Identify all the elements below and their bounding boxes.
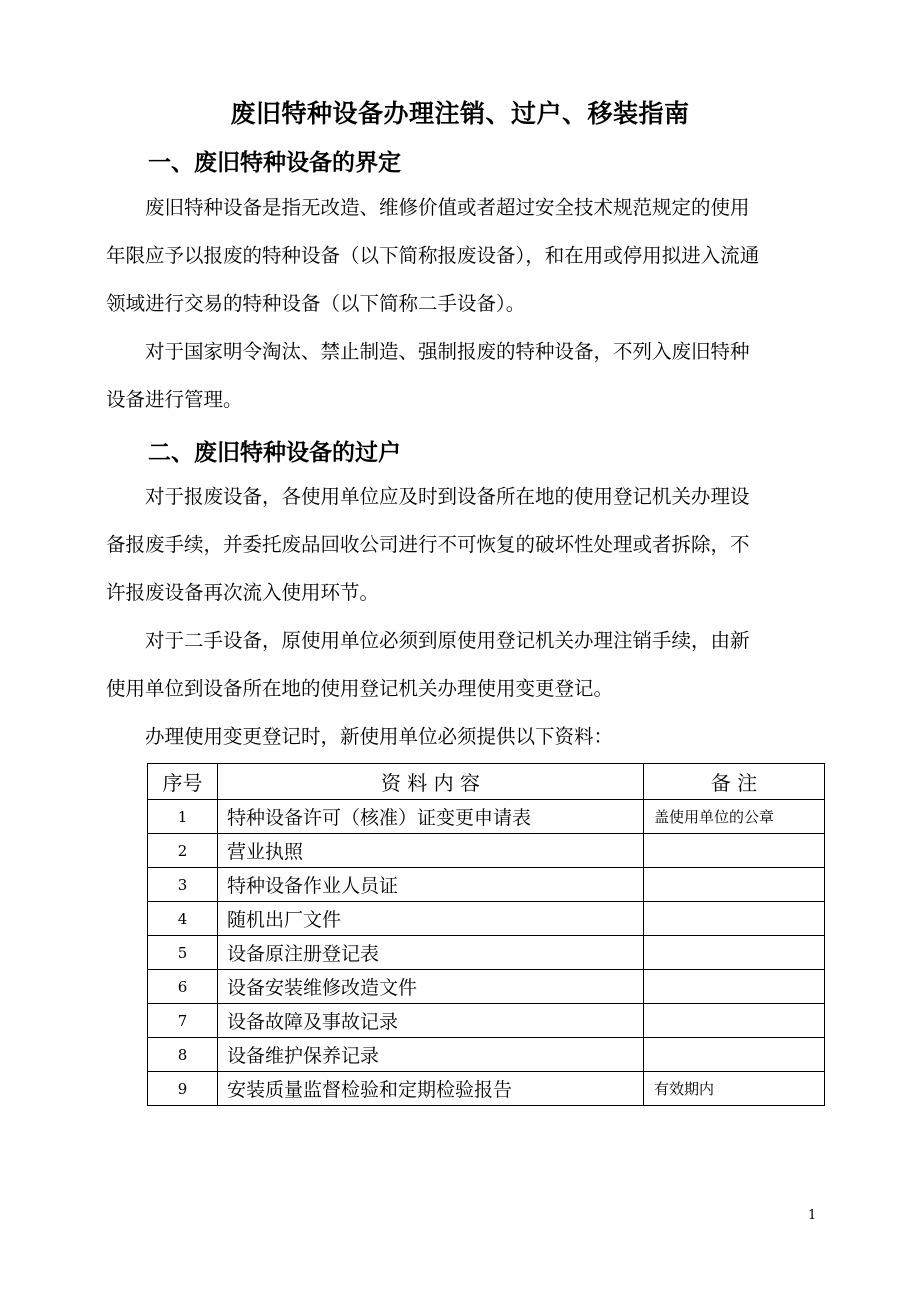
row-number: 1 — [148, 800, 218, 834]
row-number: 9 — [148, 1072, 218, 1106]
materials-table — [147, 763, 825, 1106]
row-item: 安装质量监督检验和定期检验报告 — [218, 1072, 644, 1106]
section-2-paragraph-1 — [106, 473, 818, 617]
row-item: 特种设备作业人员证 — [218, 868, 644, 902]
page-number: 1 — [808, 1208, 817, 1223]
row-note: 有效期内 — [644, 1072, 825, 1106]
row-note — [644, 868, 825, 902]
table-row — [148, 1004, 825, 1038]
section-2-paragraph-2 — [106, 617, 818, 713]
section-1-paragraph-2 — [106, 328, 818, 424]
paragraph-line: 设备进行管理。 — [106, 388, 243, 411]
section-2-heading: 二、废旧特种设备的过户 — [148, 440, 401, 466]
paragraph-line: 使用单位到设备所在地的使用登记机关办理使用变更登记。 — [106, 677, 614, 700]
table-row — [148, 800, 825, 834]
row-note — [644, 1004, 825, 1038]
row-item: 营业执照 — [218, 834, 644, 868]
row-note — [644, 902, 825, 936]
table-header-row — [148, 764, 825, 800]
header-content: 资 料 内 容 — [218, 764, 644, 800]
row-number: 8 — [148, 1038, 218, 1072]
row-number: 7 — [148, 1004, 218, 1038]
table-row — [148, 936, 825, 970]
row-item: 随机出厂文件 — [218, 902, 644, 936]
paragraph-line: 许报废设备再次流入使用环节。 — [106, 581, 380, 604]
paragraph-line: 对于国家明令淘汰、禁止制造、强制报废的特种设备，不列入废旧特种 — [145, 340, 750, 363]
header-number: 序号 — [148, 764, 218, 800]
row-item: 设备安装维修改造文件 — [218, 970, 644, 1004]
row-number: 4 — [148, 902, 218, 936]
row-note — [644, 834, 825, 868]
section-2-paragraph-3 — [106, 713, 818, 761]
paragraph-line: 对于报废设备，各使用单位应及时到设备所在地的使用登记机关办理设 — [145, 485, 750, 508]
row-item: 特种设备许可（核准）证变更申请表 — [218, 800, 644, 834]
row-number: 2 — [148, 834, 218, 868]
table-row — [148, 1072, 825, 1106]
row-item: 设备原注册登记表 — [218, 936, 644, 970]
paragraph-line: 办理使用变更登记时，新使用单位必须提供以下资料： — [145, 725, 614, 748]
document-title: 废旧特种设备办理注销、过户、移装指南 — [230, 99, 690, 128]
table-row — [148, 1038, 825, 1072]
row-note — [644, 936, 825, 970]
table-row — [148, 834, 825, 868]
paragraph-line: 年限应予以报废的特种设备（以下简称报废设备），和在用或停用拟进入流通 — [106, 244, 760, 267]
row-item: 设备维护保养记录 — [218, 1038, 644, 1072]
row-number: 5 — [148, 936, 218, 970]
table-row — [148, 970, 825, 1004]
row-number: 3 — [148, 868, 218, 902]
section-1-heading: 一、废旧特种设备的界定 — [148, 150, 401, 176]
paragraph-line: 对于二手设备，原使用单位必须到原使用登记机关办理注销手续，由新 — [145, 629, 750, 652]
row-item: 设备故障及事故记录 — [218, 1004, 644, 1038]
table-row — [148, 902, 825, 936]
paragraph-line: 领域进行交易的特种设备（以下简称二手设备）。 — [106, 292, 526, 315]
row-number: 6 — [148, 970, 218, 1004]
paragraph-line: 备报废手续，并委托废品回收公司进行不可恢复的破坏性处理或者拆除，不 — [106, 533, 750, 556]
row-note: 盖使用单位的公章 — [644, 800, 825, 834]
row-note — [644, 1038, 825, 1072]
table-row — [148, 868, 825, 902]
row-note — [644, 970, 825, 1004]
header-remark: 备 注 — [644, 764, 825, 800]
paragraph-line: 废旧特种设备是指无改造、维修价值或者超过安全技术规范规定的使用 — [145, 196, 750, 219]
section-1-paragraph-1 — [106, 184, 818, 328]
